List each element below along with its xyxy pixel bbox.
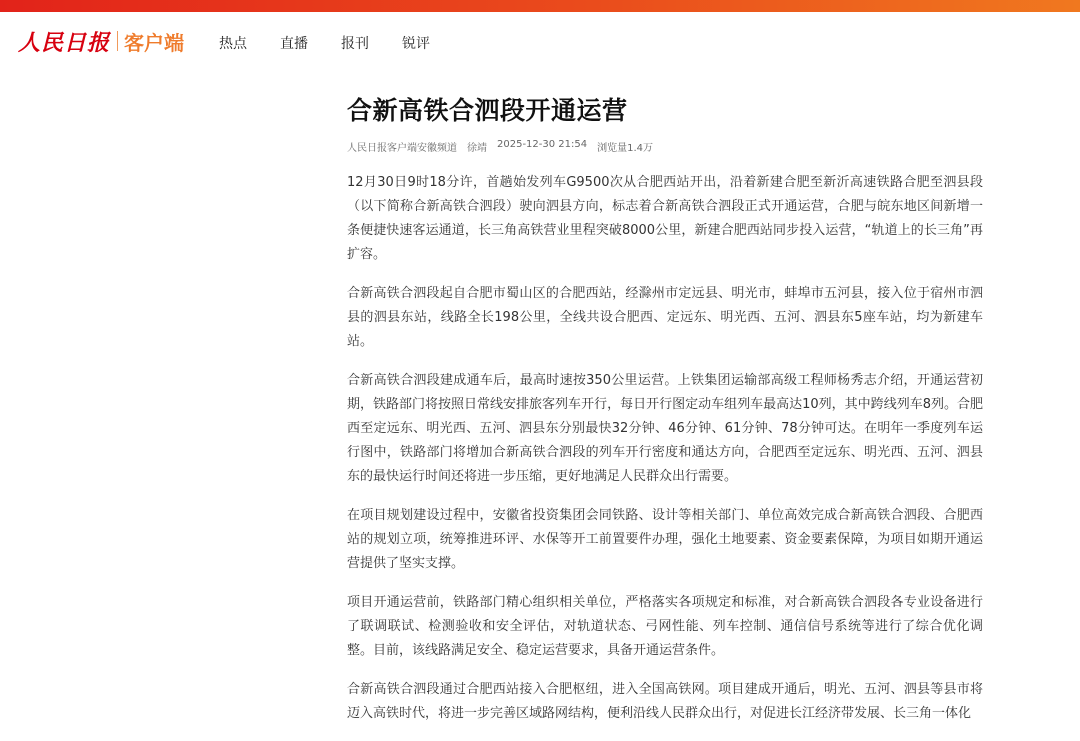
nav-item-commentary[interactable]: 锐评 <box>402 36 430 52</box>
article-datetime: 2025-12-30 21:54 <box>497 139 588 150</box>
logo-sub-text: 客户端 <box>124 30 185 55</box>
logo-brand-text: 人民日报 <box>18 29 111 56</box>
article-meta <box>347 139 983 154</box>
article-paragraph: 合新高铁合泗段起自合肥市蜀山区的合肥西站，经滁州市定远县、明光市，蚌埠市五河县，接入位于宿州市泗县的泗县东站，线路全长198公里，全线共设合肥西、定远东、明光西、五河、泗县东5座车站，均为新建车站。 <box>347 286 983 349</box>
site-logo[interactable] <box>18 26 184 56</box>
article-body <box>347 171 983 726</box>
top-accent-bar <box>0 0 1080 12</box>
article-paragraph: 合新高铁合泗段建成通车后，最高时速按350公里运营。上铁集团运输部高级工程师杨秀志介绍，开通运营初期，铁路部门将按照日常线安排旅客列车开行，每日开行图定动车组列车最高达10列，其中跨线列车8列。合肥西至定远东、明光西、五河、泗县东分别最快32分钟、46分钟、61分钟、78分钟可达。在明年一季度列车运行图中，铁路部门将增加合新高铁合泗段的列车开行密度和通达方向，合肥西至定远东、明光西、五河、泗县东的最快运行时间还将进一步压缩，更好地满足人民群众出行需要。 <box>347 373 983 484</box>
article-title: 合新高铁合泗段开通运营 <box>347 96 628 125</box>
logo-divider <box>117 31 118 51</box>
article <box>347 93 983 741</box>
article-paragraph: 合新高铁合泗段通过合肥西站接入合肥枢纽，进入全国高铁网。项目建成开通后，明光、五河、泗县等县市将迈入高铁时代，将进一步完善区域路网结构，便利沿线人民群众出行，对促进长江经济带发展、长三角一体化 <box>347 682 983 721</box>
article-paragraph: 项目开通运营前，铁路部门精心组织相关单位，严格落实各项规定和标准，对合新高铁合泗段各专业设备进行了联调联试、检测验收和安全评估，对轨道状态、弓网性能、列车控制、通信信号系统等进行了综合优化调整。目前，该线路满足安全、稳定运营要求，具备开通运营条件。 <box>347 595 983 658</box>
nav-item-hot[interactable]: 热点 <box>219 36 247 52</box>
nav-item-live[interactable]: 直播 <box>280 36 308 52</box>
article-paragraph: 在项目规划建设过程中，安徽省投资集团会同铁路、设计等相关部门、单位高效完成合新高铁合泗段、合肥西站的规划立项，统筹推进环评、水保等开工前置要件办理，强化土地要素、资金要素保障，为项目如期开通运营提供了坚实支撑。 <box>347 508 983 571</box>
main-nav <box>219 33 463 53</box>
article-source[interactable]: 人民日报客户端安徽频道 <box>347 143 457 154</box>
article-author: 徐靖 <box>467 143 487 154</box>
site-header <box>0 12 1080 70</box>
article-views: 浏览量1.4万 <box>597 143 654 154</box>
nav-item-newspaper[interactable]: 报刊 <box>341 36 369 52</box>
article-paragraph: 12月30日9时18分许，首趟始发列车G9500次从合肥西站开出，沿着新建合肥至新沂高速铁路合肥至泗县段（以下简称合新高铁合泗段）驶向泗县方向，标志着合新高铁合泗段正式开通运营，合肥与皖东地区间新增一条便捷快速客运通道，长三角高铁营业里程突破8000公里，新建合肥西站同步投入运营，“轨道上的长三角”再扩容。 <box>347 175 983 262</box>
